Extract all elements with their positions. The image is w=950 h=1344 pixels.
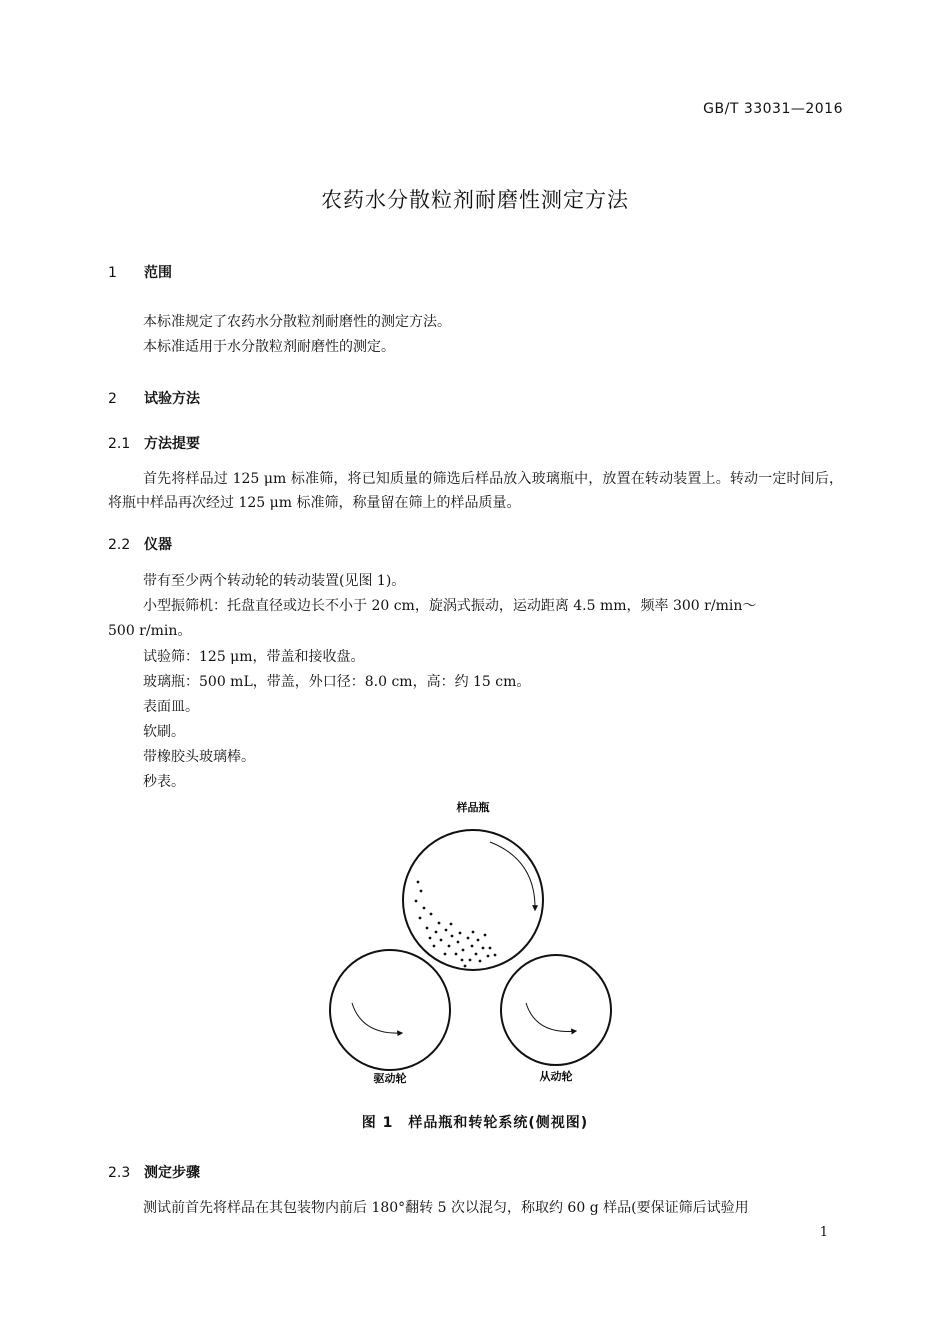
paragraph: 首先将样品过 125 μm 标准筛，将已知质量的筛选后样品放入玻璃瓶中，放置在转动装置上。转动一定时间后，将瓶中样品再次经过 125 μm 标准筛，称量留在筛上的样品质量。	[108, 471, 843, 511]
particle-dot	[450, 923, 453, 926]
driven-wheel-circle	[501, 955, 611, 1065]
particle-dot	[469, 959, 472, 962]
sample-particles	[415, 881, 497, 968]
section-2-3-heading	[108, 1162, 200, 1182]
particle-dot	[479, 960, 482, 963]
list-item-continuation: 500 r/min。	[108, 623, 192, 639]
particle-dot	[484, 934, 487, 937]
figure-caption: 图 1 样品瓶和转轮系统(侧视图)	[361, 1115, 589, 1131]
particle-dot	[455, 953, 458, 956]
list-item: 小型振筛机：托盘直径或边长不小于 20 cm，旋涡式振动，运动距离 4.5 mm，频率 300 r/min～	[143, 598, 757, 614]
figure-1-diagram	[300, 790, 650, 1100]
section-number: 2.1	[108, 436, 131, 452]
section-2-1-heading	[108, 433, 200, 453]
particle-dot	[419, 917, 422, 920]
particle-dot	[489, 947, 492, 950]
particle-dot	[426, 927, 429, 930]
particle-dot	[482, 947, 485, 950]
particle-dot	[475, 953, 478, 956]
particle-dot	[444, 953, 447, 956]
particle-dot	[435, 931, 438, 934]
paragraph: 本标准规定了农药水分散粒剂耐磨性的测定方法。	[143, 314, 451, 330]
section-number: 2.2	[108, 537, 131, 553]
drive-wheel-arrow	[352, 1003, 402, 1033]
bottle-label: 样品瓶	[456, 801, 490, 814]
document-title: 农药水分散粒剂耐磨性测定方法	[321, 188, 629, 212]
particle-dot	[420, 890, 423, 893]
particle-dot	[430, 913, 433, 916]
bottle-rotation-arrow	[490, 842, 535, 910]
particle-dot	[417, 881, 420, 884]
section-number: 2	[108, 391, 117, 407]
particle-dot	[440, 939, 443, 942]
particle-dot	[459, 932, 462, 935]
drive-wheel-circle	[330, 950, 450, 1070]
list-item: 试验筛：125 μm，带盖和接收盘。	[143, 649, 365, 665]
particle-dot	[461, 959, 464, 962]
section-2-heading	[108, 388, 200, 408]
list-item: 玻璃瓶：500 mL，带盖，外口径：8.0 cm，高：约 15 cm。	[143, 674, 531, 690]
paragraph: 本标准适用于水分散粒剂耐磨性的测定。	[143, 339, 395, 355]
section-title: 仪器	[144, 537, 172, 553]
section-1-heading	[108, 262, 172, 282]
list-item: 软刷。	[143, 724, 185, 740]
particle-dot	[471, 945, 474, 948]
list-item: 表面皿。	[143, 699, 199, 715]
particle-dot	[494, 954, 497, 957]
particle-dot	[438, 922, 441, 925]
section-title: 测定步骤	[144, 1165, 200, 1181]
list-item: 带有至少两个转动轮的转动装置(见图 1)。	[143, 573, 406, 589]
standard-code: GB/T 33031—2016	[703, 101, 843, 117]
drive-wheel-label: 驱动轮	[373, 1072, 407, 1085]
section-number: 2.3	[108, 1165, 131, 1181]
particle-dot	[477, 939, 480, 942]
particle-dot	[433, 945, 436, 948]
particle-dot	[448, 945, 451, 948]
section-number: 1	[108, 265, 117, 281]
paragraph: 测试前首先将样品在其包装物内前后 180°翻转 5 次以混匀，称取约 60 g 样品(要保证筛后试验用	[143, 1200, 749, 1216]
particle-dot	[467, 937, 470, 940]
particle-dot	[457, 941, 460, 944]
section-title: 范围	[144, 265, 172, 281]
particle-dot	[487, 955, 490, 958]
list-item: 秒表。	[143, 774, 185, 790]
particle-dot	[445, 929, 448, 932]
particle-dot	[464, 965, 467, 968]
particle-dot	[423, 907, 426, 910]
section-title: 方法提要	[144, 436, 200, 452]
page-number: 1	[819, 1225, 828, 1240]
driven-wheel-arrow	[526, 1003, 576, 1031]
particle-dot	[451, 935, 454, 938]
section-title: 试验方法	[144, 391, 200, 407]
driven-wheel-label: 从动轮	[539, 1070, 573, 1083]
particle-dot	[472, 931, 475, 934]
list-item: 带橡胶头玻璃棒。	[143, 749, 255, 765]
particle-dot	[429, 937, 432, 940]
particle-dot	[462, 949, 465, 952]
section-2-2-heading	[108, 534, 172, 554]
particle-dot	[415, 900, 418, 903]
sample-bottle-circle	[403, 830, 543, 970]
